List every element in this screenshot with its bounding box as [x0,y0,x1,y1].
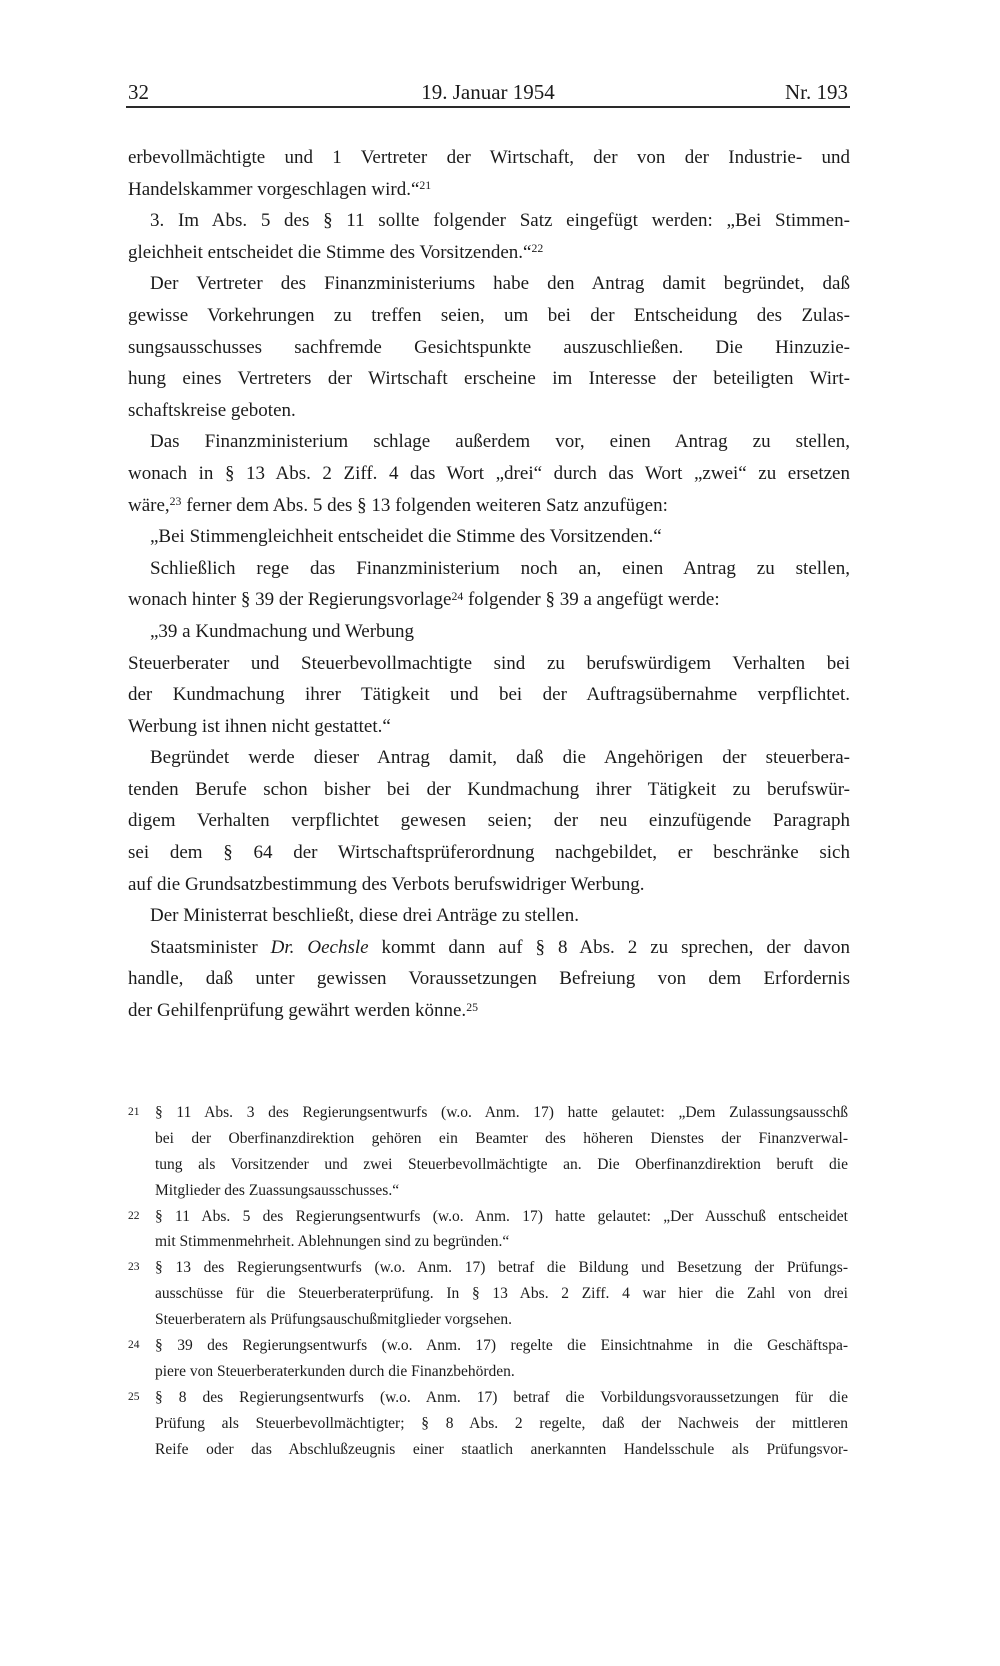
footnote-number: 25 [128,1390,140,1403]
body-paragraph [128,268,850,426]
text-line: Prüfung als Steuerbevollmächtigter; § 8 Abs. 2 regelte, daß der Nachweis der mittleren [155,1414,848,1432]
text-line: „39 a Kundmachung und Werbung [150,620,415,642]
footnote [128,1255,848,1333]
text-line: § 8 des Regierungsentwurfs (w.o. Anm. 17) betraf die Vorbildungsvoraussetzungen für die [155,1388,848,1406]
text-line: Staatsminister Dr. Oechsle kommt dann auf § 8 Abs. 2 zu sprechen, der davon [150,936,850,958]
text-line: § 11 Abs. 3 des Regierungsentwurfs (w.o. Anm. 17) hatte gelautet: „Dem Zulassungsausschß [155,1104,848,1121]
text-line: der Gehilfenprüfung gewährt werden könne.$^{25}$ [128,1000,478,1022]
footnote-number: 24 [128,1339,140,1352]
text-line: bei der Oberfinanzdirektion gehören ein Beamter des höheren Dienstes der Finanzverwal- [155,1129,848,1147]
text-line: Steuerberatern als Prüfungsauschußmitglieder vorgsehen. [155,1311,512,1329]
text-line: sungsausschusses sachfremde Gesichtspunkte auszuschließen. Die Hinzuzie- [128,336,850,358]
text-line: ausschüsse für die Steuerberaterprüfung. In § 13 Abs. 2 Ziff. 4 war hier die Zahl von drei [155,1285,848,1303]
header-date: 19. Januar 1954 [421,80,555,104]
footnote-number: 21 [128,1106,140,1118]
text-line: erbevollmächtigte und 1 Vertreter der Wirtschaft, der von der Industrie- und [128,147,850,168]
text-line: Werbung ist ihnen nicht gestattet.“ [128,715,391,737]
text-line: wäre,$^{23}$ ferner dem Abs. 5 des § 13 folgenden weiteren Satz anzufügen: [128,494,668,516]
text-line: Reife oder das Abschlußzeugnis einer staatlich anerkannten Handelsschule als Prüfungsvor- [155,1440,848,1458]
footnote [128,1385,848,1463]
footnote-text [155,1100,848,1204]
text-line: § 11 Abs. 5 des Regierungsentwurfs (w.o. Anm. 17) hatte gelautet: „Der Ausschuß entscheidet [155,1207,848,1225]
body-paragraph [128,900,850,932]
text-line: gleichheit entscheidet die Stimme des Vorsitzenden.“$^{22}$ [128,241,544,263]
footnote-text [155,1385,848,1463]
text-line: 3. Im Abs. 5 des § 11 sollte folgender Satz eingefügt werden: „Bei Stimmen- [150,210,850,232]
body-paragraph [128,205,850,268]
text-line: schaftskreise geboten. [128,399,296,421]
text-line: hung eines Vertreters der Wirtschaft erscheine im Interesse der beteiligten Wirt- [128,368,850,390]
text-line: wonach hinter § 39 der Regierungsvorlage$^{24}$ folgender § 39 a angefügt werde: [128,589,720,611]
text-line: Der Ministerrat beschließt, diese drei Anträge zu stellen. [150,905,579,927]
text-line: sei dem § 64 der Wirtschaftsprüferordnung nachgebildet, er beschränke sich [128,842,850,864]
text-line: digem Verhalten verpflichtet gewesen seien; der neu einzufügende Paragraph [128,810,850,832]
header-rule [126,106,850,108]
body-paragraph [128,142,850,205]
body-paragraph [128,616,850,648]
body-paragraph [128,932,850,1027]
document-body [128,142,850,1027]
text-line: der Kundmachung ihrer Tätigkeit und bei der Auftragsübernahme verpflichtet. [128,684,850,706]
footnote-text [155,1333,848,1385]
body-paragraph [128,521,850,553]
footnote [128,1204,848,1256]
footnote-text [155,1204,848,1256]
text-line: wonach in § 13 Abs. 2 Ziff. 4 das Wort „drei“ durch das Wort „zwei“ zu ersetzen [128,462,850,484]
text-line: gewisse Vorkehrungen zu treffen seien, um bei der Entscheidung des Zulas- [128,304,850,326]
text-line: Schließlich rege das Finanzministerium noch an, einen Antrag zu stellen, [150,557,850,579]
text-line: § 39 des Regierungsentwurfs (w.o. Anm. 17) regelte die Einsichtnahme in die Geschäftspa- [155,1337,848,1355]
footnote [128,1333,848,1385]
text-line: mit Stimmenmehrheit. Ablehnungen sind zu begründen.“ [155,1233,510,1251]
footnote-number: 22 [128,1209,140,1222]
text-line: tung als Vorsitzender und zwei Steuerbevollmächtigte an. Die Oberfinanzdirektion beruft die [155,1155,848,1173]
text-line: „Bei Stimmengleichheit entscheidet die Stimme des Vorsitzenden.“ [150,526,662,548]
footnote [128,1100,848,1204]
footnote-number: 23 [128,1261,140,1274]
body-paragraph [128,553,850,616]
text-line: Begründet werde dieser Antrag damit, daß die Angehörigen der steuerbera- [150,747,850,769]
text-line: Mitglieder des Zuassungsausschusses.“ [155,1181,400,1199]
page-header [128,80,848,105]
text-line: piere von Steuerberaterkunden durch die Finanzbehörden. [155,1362,515,1380]
text-line: § 13 des Regierungsentwurfs (w.o. Anm. 17) betraf die Bildung und Besetzung der Prüfungs- [155,1259,848,1277]
text-line: Der Vertreter des Finanzministeriums habe den Antrag damit begründet, daß [150,273,850,295]
page-number: 32 [128,80,149,104]
text-line: auf die Grundsatzbestimmung des Verbots berufswidriger Werbung. [128,873,645,895]
footnote-text [155,1255,848,1333]
body-paragraph [128,426,850,521]
text-line: Handelskammer vorgeschlagen wird.“$^{21}$ [128,178,432,200]
body-paragraph [128,648,850,743]
text-line: tenden Berufe schon bisher bei der Kundmachung ihrer Tätigkeit zu berufswür- [128,778,850,800]
text-line: handle, daß unter gewissen Voraussetzungen Befreiung von dem Erfordernis [128,968,850,990]
footnotes-section [128,1100,848,1462]
text-line: Steuerberater und Steuerbevollmachtigte sind zu berufswürdigem Verhalten bei [128,652,850,674]
header-issue: Nr. 193 [785,80,848,104]
text-line: Das Finanzministerium schlage außerdem vor, einen Antrag zu stellen, [150,431,850,453]
body-paragraph [128,742,850,900]
